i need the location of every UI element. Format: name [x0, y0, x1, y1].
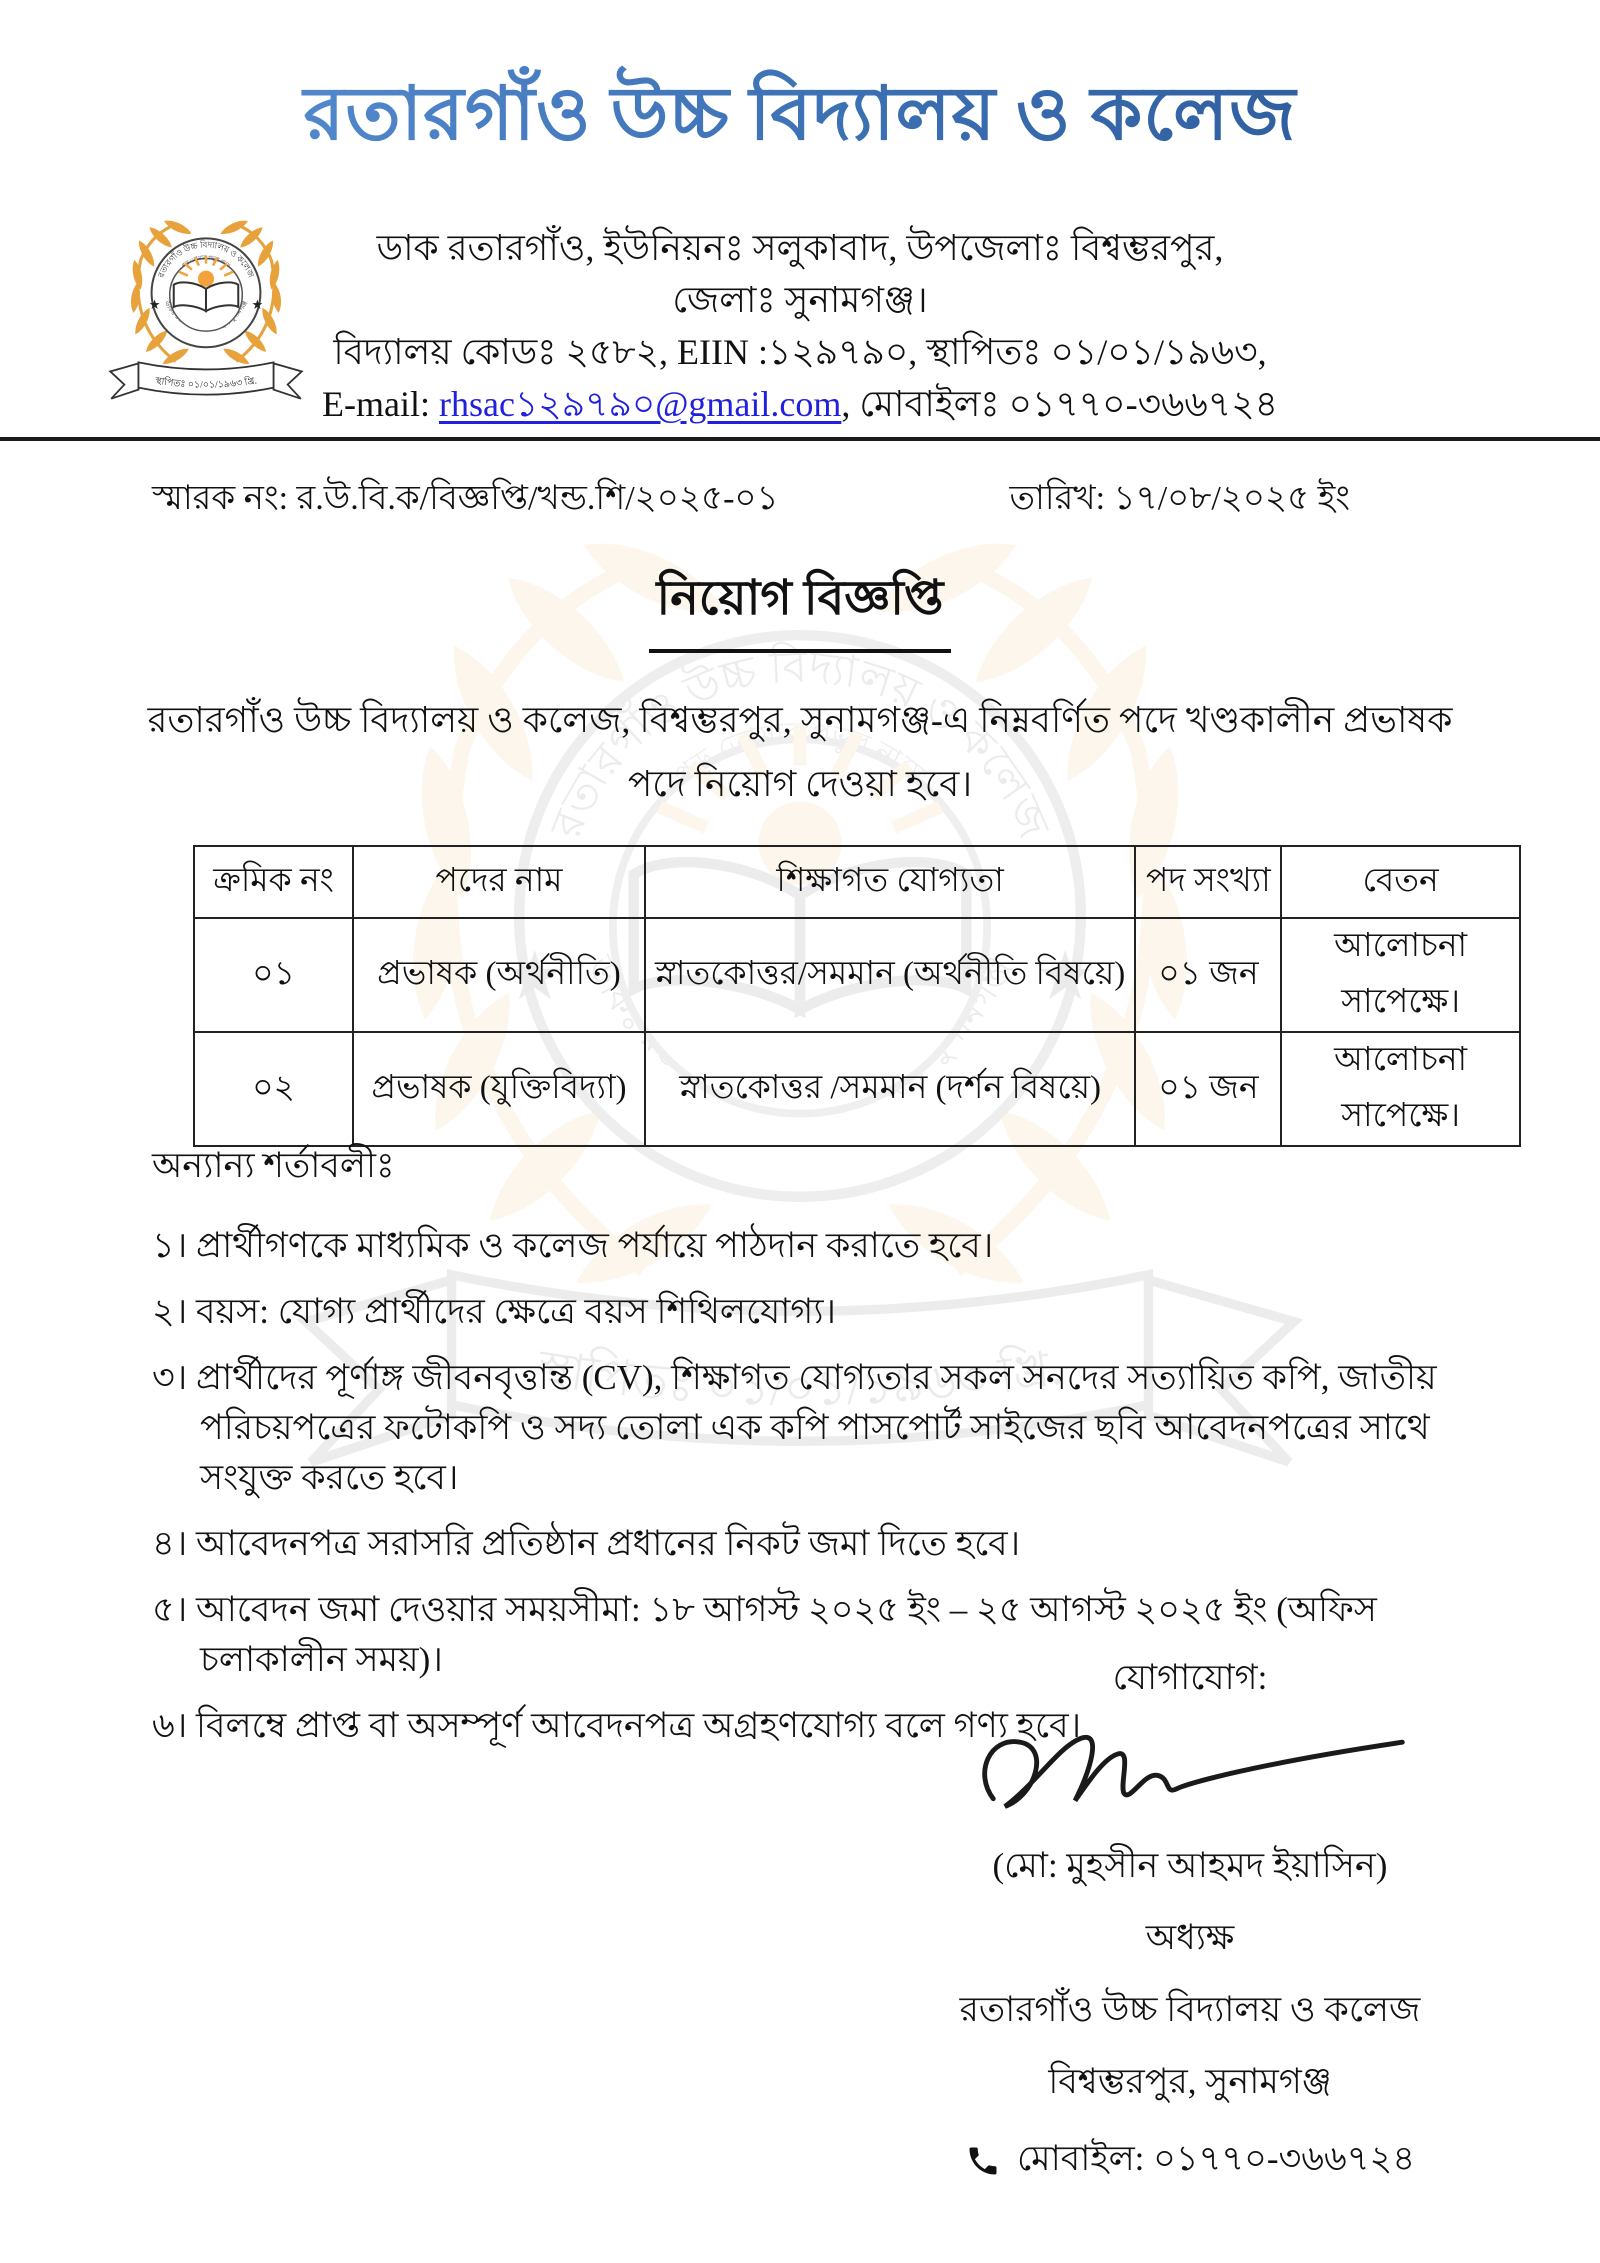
email-line — [0, 378, 1600, 430]
header-address-block — [0, 222, 1600, 430]
table-header-salary: বেতন — [1281, 846, 1520, 918]
notice-title: নিয়োগ বিজ্ঞপ্তি — [0, 562, 1600, 653]
email-label: E-mail: — [322, 384, 439, 424]
address-line-1: ডাক রতারগাঁও, ইউনিয়নঃ সলুকাবাদ, উপজেলাঃ বিশ্বম্ভরপুর, — [376, 228, 1224, 268]
condition-item: ২। বয়স: যোগ্য প্রার্থীদের ক্ষেত্রে বয়স শিথিলযোগ্য। — [152, 1292, 836, 1331]
phone-icon — [965, 2143, 1001, 2179]
table-header-post: পদের নাম — [353, 846, 645, 918]
condition-item: ৩। প্রার্থীদের পূর্ণাঙ্গ জীবনবৃত্তান্ত (CV), শিক্ষাগত যোগ্যতার সকল সনদের সত্যায়িত কপি, জাতীয় পরিচয়পত্রের ফটোকপি ও সদ্য তোলা এক কপি পাসপোর্ট সাইজের ছবি আবেদনপত্রের সাথে সংযুক্ত করতে হবে। — [152, 1358, 1437, 1497]
signatory-designation: অধ্যক্ষ — [1145, 1918, 1235, 1957]
header-divider — [0, 437, 1600, 441]
notice-intro: রতারগাঁও উচ্চ বিদ্যালয় ও কলেজ, বিশ্বম্ভরপুর, সুনামগঞ্জ-এ নিম্নবর্ণিত পদে খণ্ডকালীন প্রভাষক পদে নিয়োগ দেওয়া হবে। — [147, 700, 1453, 804]
signature-block — [880, 1650, 1500, 2190]
cell-count: ০১ জন — [1135, 918, 1281, 1032]
address-line-2: জেলাঃ সুনামগঞ্জ। — [672, 280, 928, 320]
table-header-count: পদ সংখ্যা — [1135, 846, 1281, 918]
table-header-qualification: শিক্ষাগত যোগ্যতা — [645, 846, 1136, 918]
signatory-name: (মো: মুহসীন আহমদ ইয়াসিন) — [992, 1846, 1388, 1885]
cell-qualification: স্নাতকোত্তর /সমমান (দর্শন বিষয়ে) — [645, 1032, 1136, 1146]
cell-qualification: স্নাতকোত্তর/সমমান (অর্থনীতি বিষয়ে) — [645, 918, 1136, 1032]
condition-item: ১। প্রার্থীগণকে মাধ্যমিক ও কলেজ পর্যায়ে পাঠদান করাতে হবে। — [152, 1226, 994, 1265]
condition-item: ৫। আবেদন জমা দেওয়ার সময়সীমা: ১৮ আগস্ট ২০২৫ ইং – ২৫ আগস্ট ২০২৫ ইং (অফিস চলাকালীন সময়)। — [152, 1590, 1377, 1679]
recruitment-table — [193, 845, 1521, 1147]
mobile-number: মোবাইল: ০১৭৭০-৩৬৬৭২৪ — [1016, 2139, 1416, 2178]
school-name-title: রতারগাঁও উচ্চ বিদ্যালয় ও কলেজ — [0, 58, 1600, 181]
conditions-heading: অন্যান্য শর্তাবলীঃ — [152, 1146, 395, 1185]
contact-label: যোগাযোগ: — [1112, 1658, 1268, 1697]
signatory-location: বিশ্বম্ভরপুর, সুনামগঞ্জ — [1048, 2062, 1332, 2101]
table-row — [194, 1032, 1520, 1146]
school-code-line: বিদ্যালয় কোডঃ ২৫৮২, EIIN :১২৯৭৯০, স্থাপিতঃ ০১/০১/১৯৬৩, — [333, 332, 1267, 372]
memo-date: তারিখ: ১৭/০৮/২০২৫ ইং — [1009, 480, 1350, 517]
condition-item: ৪। আবেদনপত্র সরাসরি প্রতিষ্ঠান প্রধানের নিকট জমা দিতে হবে। — [152, 1524, 1021, 1563]
table-header-row — [194, 846, 1520, 918]
email-suffix: , মোবাইলঃ ০১৭৭০-৩৬৬৭২৪ — [841, 384, 1278, 424]
cell-post: প্রভাষক (যুক্তিবিদ্যা) — [353, 1032, 645, 1146]
cell-serial: ০১ — [194, 918, 353, 1032]
mobile-row — [880, 2131, 1500, 2190]
cell-post: প্রভাষক (অর্থনীতি) — [353, 918, 645, 1032]
cell-count: ০১ জন — [1135, 1032, 1281, 1146]
memo-row — [152, 472, 1350, 529]
signature-image — [960, 1713, 1420, 1825]
cell-serial: ০২ — [194, 1032, 353, 1146]
email-link[interactable]: rhsac১২৯৭৯০@gmail.com — [438, 384, 842, 424]
signatory-organization: রতারগাঁও উচ্চ বিদ্যালয় ও কলেজ — [959, 1990, 1421, 2029]
cell-salary: আলোচনা সাপেক্ষে। — [1281, 918, 1520, 1032]
memo-number: স্মারক নং: র.উ.বি.ক/বিজ্ঞপ্তি/খন্ড.শি/২০২৫-০১ — [152, 480, 779, 517]
cell-salary: আলোচনা সাপেক্ষে। — [1281, 1032, 1520, 1146]
table-row — [194, 918, 1520, 1032]
table-header-serial: ক্রমিক নং — [194, 846, 353, 918]
condition-item: ৬। বিলম্বে প্রাপ্ত বা অসম্পূর্ণ আবেদনপত্র অগ্রহণযোগ্য বলে গণ্য হবে। — [152, 1706, 1082, 1745]
